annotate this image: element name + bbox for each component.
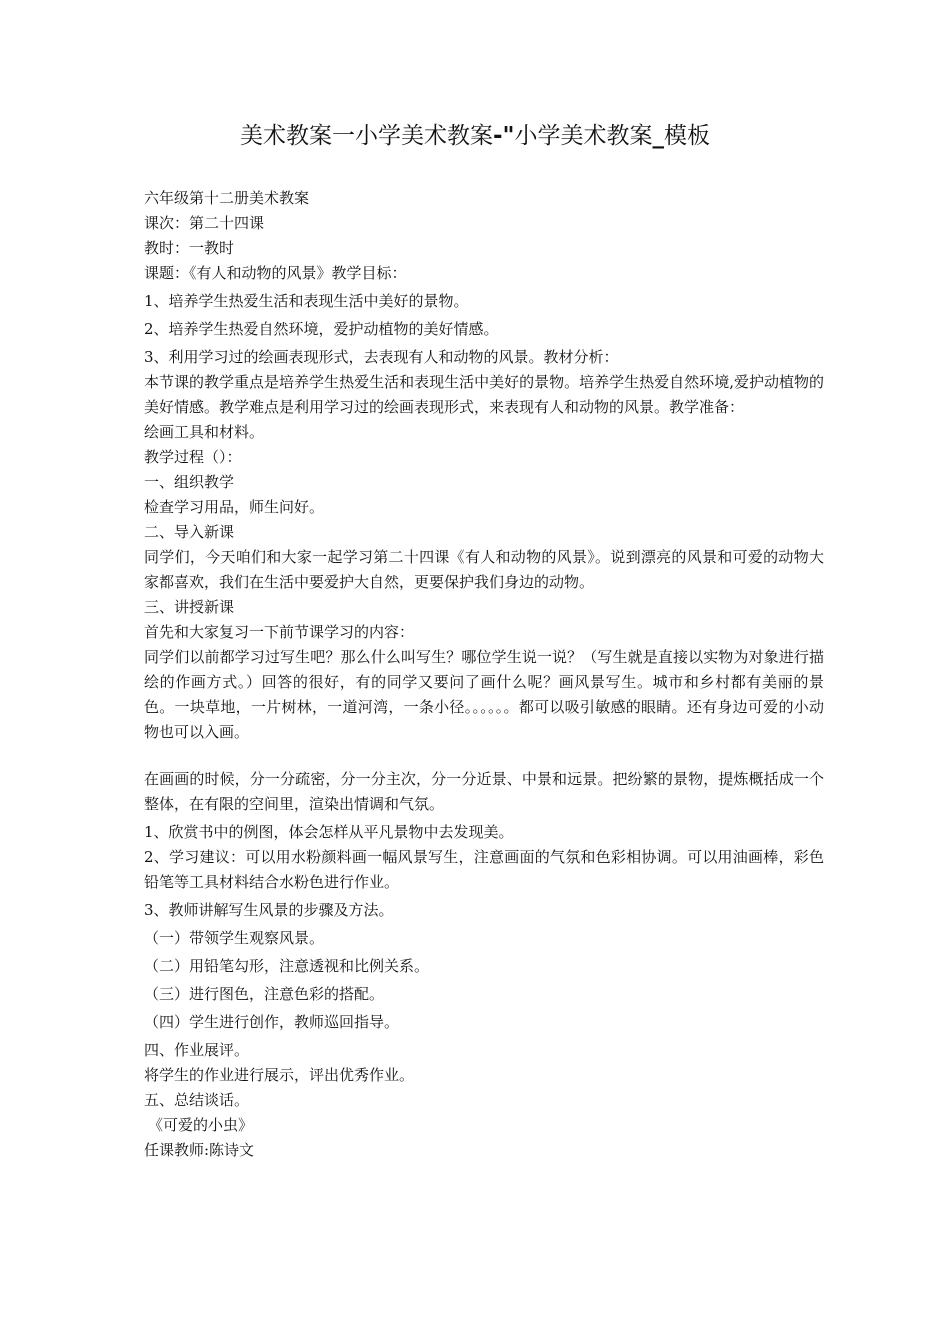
analysis-paragraph: 本节课的教学重点是培养学生热爱生活和表现生活中美好的景物。培养学生热爱自然环境,爱护动植物的美好情感。教学难点是利用学习过的绘画表现形式，来表现有人和动物的风景。教学准备： (144, 373, 824, 416)
step-5-heading: 五、总结谈话。 (144, 1091, 250, 1109)
title-mark: -" (492, 123, 515, 149)
sub-step-1: （一）带领学生观察风景。 (144, 929, 325, 947)
process-heading: 教学过程（）： (144, 448, 242, 466)
step-3-heading: 三、讲授新课 (144, 598, 235, 616)
topic-line: 课题：《有人和动物的风景》教学目标： (144, 264, 407, 282)
next-lesson-title: 《可爱的小虫》 (148, 1116, 254, 1134)
step-2-text: 同学们，今天咱们和大家一起学习第二十四课《有人和动物的风景》。说到漂亮的风景和可爱的动物大家都喜欢，我们在生活中要爱护大自然，更要保护我们身边的动物。 (144, 548, 824, 591)
title-part2: 小学美术教案 (514, 123, 653, 149)
painting-paragraph: 在画画的时候，分一分疏密，分一分主次，分一分近景、中景和远景。把纷繁的景物，提炼概括成一个整体，在有限的空间里，渲染出情调和气氛。 (144, 770, 824, 813)
item-3: 3、教师讲解写生风景的步骤及方法。 (144, 901, 394, 919)
document-title (0, 118, 950, 154)
review-paragraph: 同学们以前都学习过写生吧？那么什么叫写生？哪位学生说一说？（写生就是直接以实物为对象进行描绘的作画方式。）回答的很好，有的同学又要问了画什么呢？画风景写生。城市和乡村都有美丽的景色。一块草地，一片树林，一道河湾，一条小径。。。。。。都可以吸引敏感的眼睛。还有身边可爱的小动物也可以入画。 (144, 648, 824, 741)
step-1-text: 检查学习用品，师生问好。 (144, 498, 325, 516)
item-2: 2、学习建议：可以用水粉颜料画一幅风景写生，注意画面的气氛和色彩相协调。可以用油画棒，彩色铅笔等工具材料结合水粉色进行作业。 (144, 848, 824, 891)
sub-step-2: （二）用铅笔勾形，注意透视和比例关系。 (144, 957, 430, 975)
step-1-heading: 一、组织教学 (144, 473, 235, 491)
goal-1: 1、培养学生热爱生活和表现生活中美好的景物。 (144, 292, 469, 310)
blank-line (144, 745, 824, 767)
teacher-line: 任课教师:陈诗文 (144, 1141, 255, 1159)
step-2-heading: 二、导入新课 (144, 523, 235, 541)
title-mark2: _ (652, 123, 665, 149)
grade-line: 六年级第十二册美术教案 (144, 189, 310, 207)
item-1: 1、欣赏书中的例图，体会怎样从平凡景物中去发现美。 (144, 823, 514, 841)
document-body (144, 186, 824, 1163)
hours-line: 教时：一教时 (144, 239, 235, 257)
materials-line: 绘画工具和材料。 (144, 423, 265, 441)
sub-step-3: （三）进行图色，注意色彩的搭配。 (144, 985, 385, 1003)
step-4-heading: 四、作业展评。 (144, 1041, 250, 1059)
sub-step-4: （四）学生进行创作，教师巡回指导。 (144, 1013, 400, 1031)
lesson-line: 课次：第二十四课 (144, 214, 265, 232)
title-part3: 模板 (664, 123, 711, 149)
step-4-text: 将学生的作业进行展示，评出优秀作业。 (144, 1066, 415, 1084)
review-line: 首先和大家复习一下前节课学习的内容： (144, 623, 415, 641)
goal-2: 2、培养学生热爱自然环境，爱护动植物的美好情感。 (144, 320, 499, 338)
title-part1: 美术教案一小学美术教案 (239, 123, 493, 149)
goal-3: 3、利用学习过的绘画表现形式，去表现有人和动物的风景。教材分析： (144, 348, 619, 366)
